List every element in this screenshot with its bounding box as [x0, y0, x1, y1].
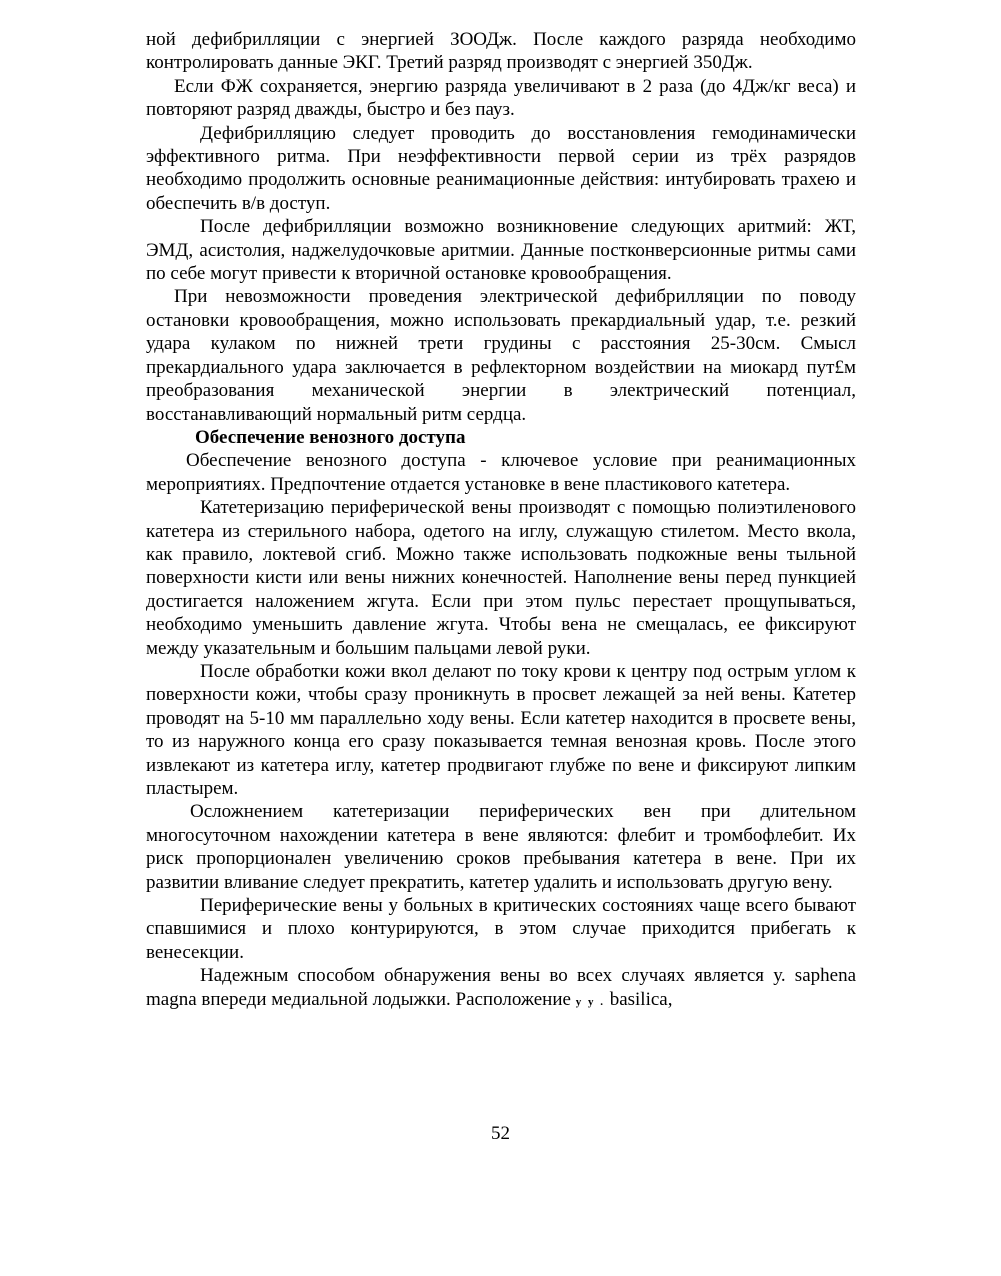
paragraph-post-defibrillation-arrhythmias: После дефибрилляции возможно возникновение следующих аритмий: ЖТ, ЭМД, асистолия, наджелудочковые аритмии. Данные постконверсионные ритмы сами по себе могут привести к вторичной остановке кровообращения. [146, 216, 856, 285]
paragraph-venesection: Периферические вены у больных в критических состояниях чаще всего бывают спавшимися и плохо контурируются, в этом случае приходится прибегать к венесекции. [146, 895, 856, 963]
saphena-text: Надежным способом обнаружения вены во всех случаях является у. saphena magna впереди медиальной лодыжки. Расположение [146, 965, 856, 1010]
page-number: 52 [491, 1123, 510, 1144]
paragraph-vf-persists: Если ФЖ сохраняется, энергию разряда увеличивают в 2 раза (до 4Дж/кг веса) и повторяют разряд дважды, быстро и без пауз. [146, 75, 856, 121]
vv-abbreviation: у у . [575, 995, 605, 1008]
section-heading-venous-access: Обеспечение венозного доступа [195, 426, 466, 448]
paragraph-venous-access-intro: Обеспечение венозного доступа - ключевое условие при реанимационных мероприятиях. Предпочтение отдается установке в вене пластикового катетера. [146, 450, 856, 495]
basilica-text: basilica, [609, 988, 673, 1010]
paragraph-precordial-thump: При невозможности проведения электрической дефибрилляции по поводу остановки кровообращения, можно использовать прекардиальный удар, т.е. резкий удара кулаком по нижней трети грудины с расстояния 25-30см. Смысл прекардиального удара заключается в рефлекторном воздействии на миокард пут£м преобразования механической энергии в электрический потенциал, восстанавливающий нормальный ритм сердца. [146, 286, 856, 425]
paragraph-saphena-magna [146, 964, 856, 1014]
paragraph-catheter-insertion: После обработки кожи вкол делают по току крови к центру под острым углом к поверхности кожи, чтобы сразу проникнуть в просвет лежащей за ней вены. Катетер проводят на 5-10 мм параллельно ходу вены. Если катетер находится в просвете вены, то из наружного конца его сразу показывается темная венозная кровь. После этого извлекают из катетера иглу, катетер продвигают глубже по вене и фиксируют липким пластырем. [146, 660, 856, 799]
paragraph-defibrillation-duration: Дефибрилляцию следует проводить до восстановления гемодинамически эффективного ритма. При неэффективности первой серии из трёх разрядов необходимо продолжить основные реанимационные действия: интубировать трахею и обеспечить в/в доступ. [146, 122, 856, 214]
page-body [146, 28, 856, 1014]
paragraph-peripheral-catheterization: Катетеризацию периферической вены производят с помощью полиэтиленового катетера из стерильного набора, одетого на иглу, служащую стилетом. Место вкола, как правило, локтевой сгиб. Можно также использовать подкожные вены тыльной поверхности кисти или вены нижних конечностей. Наполнение вены перед пункцией достигается наложением жгута. Если при этом пульс перестает прощупываться, необходимо уменьшить давление жгута. Чтобы вена не смещалась, ее фиксируют между указательным и большим пальцами левой руки. [146, 497, 856, 659]
paragraph-defibrillation-energy: ной дефибрилляции с энергией ЗООДж. После каждого разряда необходимо контролировать данные ЭКГ. Третий разряд производят с энергией 350Дж. [146, 29, 856, 74]
paragraph-catheter-complications: Осложнением катетеризации периферических вен при длительном многосуточном нахождении катетера в вене являются: флебит и тромбофлебит. Их риск пропорционален увеличению сроков пребывания катетера в вене. При их развитии вливание следует прекратить, катетер удалить и использовать другую вену. [146, 801, 856, 893]
